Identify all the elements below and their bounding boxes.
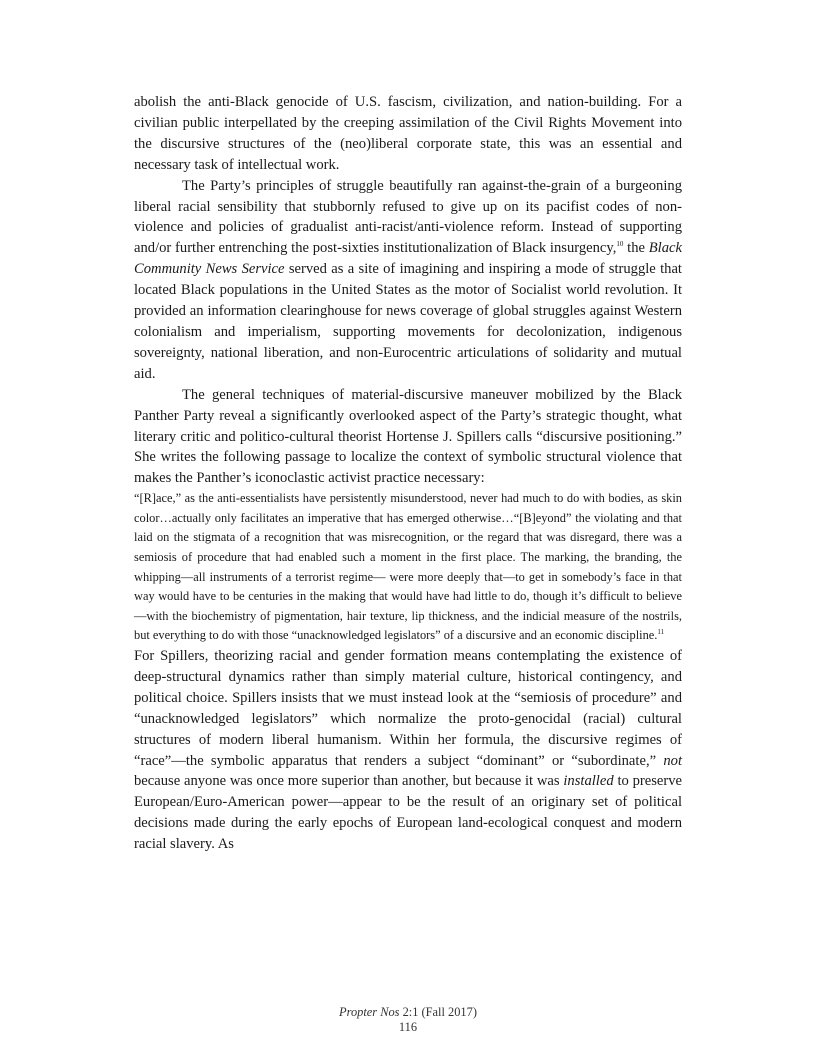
paragraph-2-text-b: the [623, 240, 649, 257]
emphasis-installed: installed [563, 773, 614, 790]
paragraph-2-text-c: served as a site of imagining and inspiring a mode of struggle that located Black populations in the United States as the motor of Socialist world revolution. It provided an information clearinghouse for news coverage of global struggles against Western colonialism and imperialism, supporting movements for decolonization, indigenous sovereignty, national liberation, and non-Eurocentric articulations of solidarity and mutual aid. [134, 261, 682, 382]
paragraph-4-text-a: For Spillers, theorizing racial and gender formation means contemplating the existence of deep-structural dynamics rather than simply material culture, historical contingency, and political choice. Spillers insists that we must instead look at the “semiosis of procedure” and “unacknowledged legislators” which normalize the proto-genocidal (racial) cultural structures of modern liberal humanism. Within her formula, the discursive regimes of “race”—the symbolic apparatus that renders a subject “dominant” or “subordinate,” [134, 647, 682, 769]
paragraph-4 [134, 646, 682, 855]
paragraph-4-text-b: because anyone was once more superior than another, but because it was [134, 773, 564, 790]
page-footer [0, 1005, 816, 1035]
paragraph-4-text-c: to preserve European/Euro-American power—appear to be the result of an originary set of political decisions made during the early epochs of European land-ecological conquest and modern racial slavery. As [134, 773, 682, 853]
emphasis-not: not [663, 752, 682, 769]
article-body [134, 92, 682, 855]
footnote-ref-10[interactable]: 10 [616, 240, 624, 249]
paragraph-1: abolish the anti-Black genocide of U.S. fascism, civilization, and nation-building. For a civilian public interpellated by the creeping assimilation of the Civil Rights Movement into the discursive structures of the (neo)liberal corporate state, this was an essential and necessary task of intellectual work. [134, 94, 682, 173]
footnote-ref-11[interactable]: 11 [657, 628, 665, 637]
publication-title: Black Community News Service [134, 240, 682, 278]
journal-title: Propter Nos [339, 1005, 400, 1019]
paragraph-3: The general techniques of material-discursive maneuver mobilized by the Black Panther Party reveal a significantly overlooked aspect of the Party’s strategic thought, what literary critic and politico-cultural theorist Hortense J. Spillers calls “discursive positioning.” She writes the following passage to localize the context of symbolic structural violence that makes the Panther’s iconoclastic activist practice necessary: [134, 386, 682, 487]
block-quote [134, 489, 682, 646]
paragraph-2-text-a: The Party’s principles of struggle beautifully ran against-the-grain of a burgeoning liberal racial sensibility that stubbornly refused to give up on its pacifist codes of non-violence and policies of gradualist anti-racist/anti-violence reform. Instead of supporting and/or further entrenching the post-sixties institutionalization of Black insurgency, [134, 177, 682, 257]
page-number: 116 [398, 1020, 418, 1034]
paragraph-2 [134, 176, 682, 385]
journal-citation [0, 1005, 816, 1020]
journal-issue: 2:1 (Fall 2017) [402, 1005, 477, 1019]
block-quote-text: “[R]ace,” as the anti-essentialists have persistently misunderstood, never had much to do with bodies, as skin color…actually only facilitates an imperative that has emerged otherwise…“[B]eyond” the violating and that laid on the stigmata of a recognition that was misrecognition, or the regard that was disregard, there was a semiosis of procedure that had enabled such a moment in the first place. The marking, the branding, the whipping—all instruments of a terrorist regime— were more deeply that—to get in somebody’s face in that way would have to be centuries in the making that would have had little to do, though it’s difficult to believe—with the biochemistry of pigmentation, hair texture, lip thickness, and the indicial measure of the nostrils, but everything to do with those “unacknowledged legislators” of a discursive and an economic discipline. [134, 491, 682, 643]
